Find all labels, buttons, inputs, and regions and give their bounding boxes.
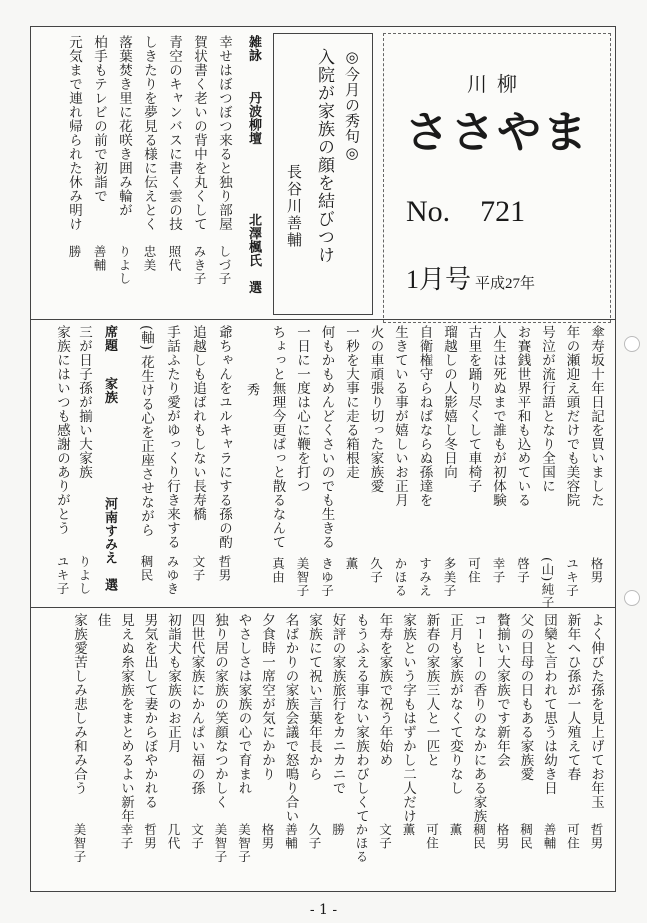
poem-text: 好評の家族旅行をカニカニで <box>329 613 346 795</box>
poem-text: 新春の家族三人と一匹と <box>423 613 440 767</box>
poem-author: 薫 <box>344 557 359 571</box>
poem-text: 独り居の家族の笑顔なつかしく <box>212 613 228 809</box>
poem-text: 一日に一度は心に鞭を打つ <box>294 325 310 493</box>
newsletter-title: ささやま <box>405 107 589 158</box>
sekidai-selector: 河南すみえ 選 <box>102 497 117 592</box>
poem-author: みゆき <box>165 555 180 596</box>
poem-text: (軸) 花生ける心を正座させながら <box>138 325 154 538</box>
featured-author: 長谷川善輔 <box>285 164 303 249</box>
poem-author: 可住 <box>424 823 440 850</box>
poem-author: 稠民 <box>471 823 487 850</box>
month-text: 1月号 <box>406 265 472 294</box>
featured-label: ◎今月の秀句◎ <box>343 48 361 163</box>
poem-author: ユキ子 <box>55 555 70 596</box>
poem-author: ユキ子 <box>564 557 580 598</box>
poem-text: 生きている事が嬉しいお正月 <box>392 325 408 507</box>
newsletter-page <box>30 26 616 892</box>
poem-author: 善輔 <box>542 823 557 850</box>
poem-author: 格男 <box>495 823 510 850</box>
poem-text: 青空のキャンバスに書く雲の技 <box>166 35 182 231</box>
poem-text: 年寿を家族で祝う年始め <box>376 613 393 767</box>
punch-hole <box>624 590 640 606</box>
poem-text: 爺ちゃんをユルキャラにする孫の酌 <box>216 325 232 549</box>
poem-author: かほる <box>393 557 408 598</box>
poem-author: 文子 <box>377 823 393 850</box>
poem-author: 美智子 <box>72 823 87 864</box>
poem-author: 格男 <box>589 557 604 584</box>
issue-number: No. 721 <box>406 195 526 228</box>
poem-text: ちょっと無理今更ぱっと散るなんて <box>269 325 286 549</box>
poem-author: 幸子 <box>119 823 134 850</box>
poem-text: 火の車頑張り切った家族愛 <box>367 325 384 493</box>
poem-author: 久子 <box>368 557 384 584</box>
genre-label: 川柳 <box>467 72 527 96</box>
poem-text: 何もかもめんどくさいのでも生きる <box>318 325 335 549</box>
zatsuei-group: 丹波柳壇 <box>246 91 261 145</box>
poem-author: 忠美 <box>142 245 157 272</box>
sekidai-label: 席題 <box>102 325 117 352</box>
poem-text: 正月も家族がなくて変りなし <box>447 613 463 795</box>
poem-author: 勝 <box>330 823 346 837</box>
poem-author: 勝 <box>67 245 82 259</box>
poem-author: 美智子 <box>213 823 228 864</box>
poem-text: やさしさは家族の心で育まれ <box>235 613 252 795</box>
poem-text: 柏手もテレビの前で初詣で <box>91 35 107 203</box>
poem-text: 傘寿坂十年日記を買いました <box>588 325 604 507</box>
poem-author: 照代 <box>167 245 182 272</box>
poem-author: 美智子 <box>295 557 310 598</box>
poem-text: 新年へひ孫が一人殖えて春 <box>564 613 581 781</box>
poem-author: 哲男 <box>589 823 604 850</box>
poem-author: 薫 <box>448 823 463 837</box>
poem-author: 幸子 <box>491 557 506 584</box>
poem-text: 初詣犬も家族のお正月 <box>165 613 181 753</box>
poem-author: 善輔 <box>283 823 299 850</box>
poem-author: 可住 <box>466 557 482 584</box>
poem-author: 善輔 <box>92 245 107 272</box>
poem-text: 手話ふたり愛がゆっくり行き来する <box>164 325 180 549</box>
poem-author: すみえ <box>417 557 433 598</box>
featured-poem: 入院が家族の顔を結びつけ <box>314 48 334 264</box>
poem-text: 号泣が流行語となり全国に <box>539 325 555 493</box>
poem-author: (山)純子 <box>540 557 555 610</box>
poem-text: 贅揃い大家族です新年会 <box>494 613 510 767</box>
poem-author: 稠民 <box>139 555 154 582</box>
poem-text: 四世代家族にかんぱい福の孫 <box>188 613 205 795</box>
era-text: 平成27年 <box>475 276 536 292</box>
poem-text: 家族という字もはずかし二人だけ <box>400 613 416 823</box>
poem-text: コーヒーの香りのなかにある家族 <box>470 613 487 823</box>
poem-text: 父の日母の日もある家族愛 <box>517 613 534 781</box>
poem-author: 啓子 <box>515 557 531 584</box>
poem-author: 多美子 <box>442 557 457 598</box>
poem-text: 家族にはいつも感謝のありがとう <box>54 325 70 535</box>
zatsuei-selector: 北澤楓氏 選 <box>246 213 261 294</box>
title-box <box>383 33 611 323</box>
poem-text: 追越しも追ばれもしない長寿橋 <box>190 325 206 521</box>
poem-author: 文子 <box>191 555 206 582</box>
poem-author: しづ子 <box>217 245 232 286</box>
poem-author: きゆ子 <box>319 557 335 598</box>
poem-author: 稠民 <box>518 823 534 850</box>
poem-text: 賀状書く老いの背中を丸くして <box>191 35 207 231</box>
poem-text: 瑠越しの人影嬉し冬日向 <box>441 325 457 479</box>
poem-text: 年の瀬迎え頭だけでも美容院 <box>563 325 580 507</box>
sekidai-theme: 家族 <box>102 377 117 404</box>
poem-text: 古里を踊り尽くして車椅子 <box>465 325 482 493</box>
poem-text: しきたりを夢見る様に伝えとく <box>141 35 157 231</box>
poem-text: 家族愛苦しみ悲しみ和み合う <box>71 613 87 795</box>
featured-poem-box <box>273 33 373 315</box>
punch-hole <box>624 336 640 352</box>
poem-author: 哲男 <box>142 823 158 850</box>
poem-text: 元気まで連れ帰られた休み明け <box>66 35 82 231</box>
poem-author: かほる <box>354 823 369 864</box>
poem-author: 薫 <box>401 823 416 837</box>
poem-text: 佳 <box>94 613 111 627</box>
poem-text: 人生は死ぬまで誰もが初体験 <box>490 325 506 507</box>
poem-author: 几代 <box>166 823 181 850</box>
poem-author: 美智子 <box>236 823 252 864</box>
poem-text: 男気を出して妻からぼやかれる <box>141 613 158 809</box>
poem-text: 見えぬ糸家族をまとめるよい新年 <box>118 613 134 823</box>
poem-text: 自衛権守らねばならぬ孫達を <box>416 325 433 507</box>
page-number: - 1 - <box>309 902 338 918</box>
poem-text: 一秒を大事に走る箱根走 <box>343 325 359 479</box>
poem-text: 幸せはぼつぼつ来ると独り部屋 <box>216 35 232 231</box>
poem-text: 落葉焚き里に花咲き囲み輪が <box>116 35 132 217</box>
poem-text: よく伸びた孫を見上げてお年玉 <box>588 613 604 809</box>
poem-text: 団欒と言われて思うは幼き日 <box>541 613 557 795</box>
poem-author: りよし <box>77 555 92 596</box>
poem-text: 三が日子孫が揃い大家族 <box>76 325 92 479</box>
poem-author: 真由 <box>270 557 286 584</box>
poem-author: みき子 <box>192 245 207 286</box>
poem-text: もうふえる事ない家族わびしくて <box>353 613 369 823</box>
poem-author: 格男 <box>260 823 275 850</box>
issue-month <box>406 259 535 296</box>
poem-author: りよし <box>117 245 132 286</box>
divider <box>31 319 615 320</box>
poem-author: 可住 <box>565 823 581 850</box>
poem-author: 文子 <box>189 823 205 850</box>
poem-author: 久子 <box>307 823 322 850</box>
poem-text: お賽銭世界平和も込めている <box>514 325 531 507</box>
divider <box>31 607 615 608</box>
poem-author: 哲男 <box>217 555 232 582</box>
poem-text: 家族にて祝い言葉年長から <box>306 613 322 781</box>
poem-text: 名ばかりの家族会議で怒鳴り合い <box>282 613 299 823</box>
shu-label: 秀 <box>244 383 259 397</box>
zatsuei-label: 雑詠 <box>246 35 261 62</box>
poem-text: 夕食時一席空が気にかかり <box>259 613 275 781</box>
